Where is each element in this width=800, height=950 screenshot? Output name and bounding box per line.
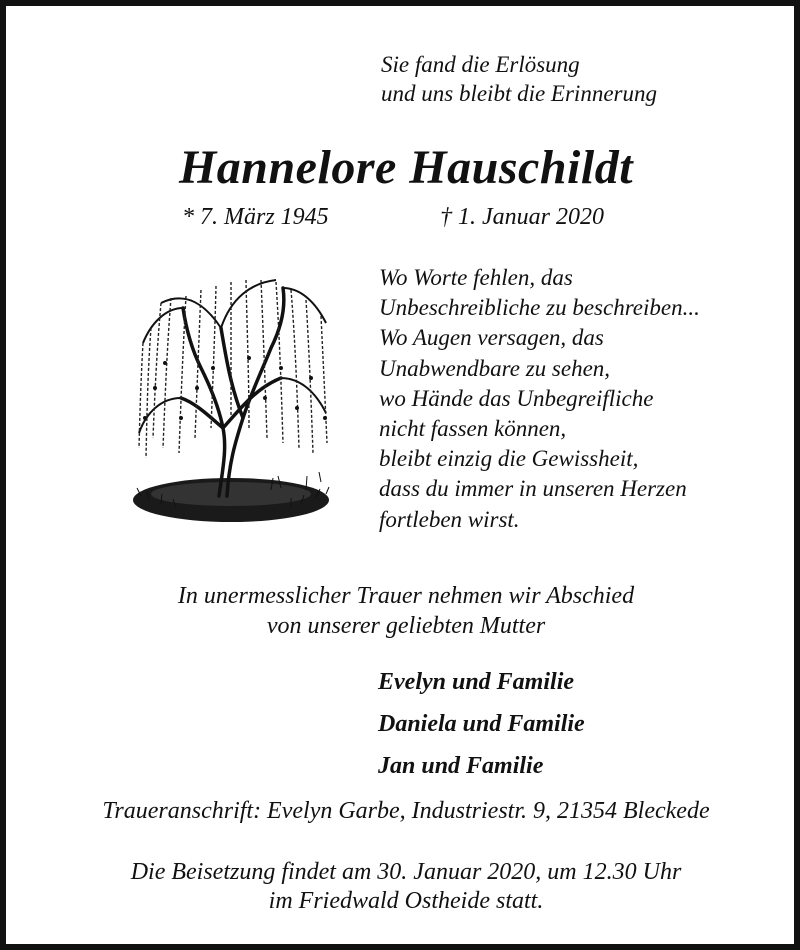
weeping-willow-icon (131, 268, 336, 533)
grief-statement (6, 581, 800, 641)
grief-line-2: von unserer geliebten Mutter (266, 613, 546, 639)
motto-line-2: und uns bleibt die Erinnerung (381, 81, 657, 106)
motto (381, 50, 657, 108)
birth-date: * 7. März 1945 (182, 204, 329, 230)
poem-line: dass du immer in unseren Herzen (379, 476, 687, 502)
poem-line: nicht fassen können, (379, 416, 567, 442)
mourner-name: Jan und Familie (378, 753, 544, 779)
motto-line-1: Sie fand die Erlösung (381, 52, 580, 77)
poem-line: Unbeschreibliche zu beschreiben... (379, 295, 700, 321)
poem-line: fortleben wirst. (379, 506, 520, 532)
poem-line: Wo Augen versagen, das (379, 325, 604, 351)
poem (379, 263, 700, 535)
poem-line: bleibt einzig die Gewissheit, (379, 446, 639, 472)
death-date: † 1. Januar 2020 (440, 204, 604, 230)
poem-line: Wo Worte fehlen, das (379, 265, 573, 290)
burial-notice (6, 858, 800, 916)
poem-line: Unabwendbare zu sehen, (379, 355, 611, 381)
grief-line-1: In unermesslicher Trauer nehmen wir Abschied (177, 583, 635, 609)
deceased-name: Hannelore Hauschildt (178, 141, 634, 194)
mourner-name: Daniela und Familie (378, 711, 585, 737)
burial-line-1: Die Beisetzung findet am 30. Januar 2020, um 12.30 Uhr (130, 859, 682, 885)
poem-line: wo Hände das Unbegreifliche (379, 385, 654, 411)
mourners-list (378, 661, 585, 787)
mourner-name: Evelyn und Familie (378, 669, 575, 695)
mourning-address: Traueranschrift: Evelyn Garbe, Industriestr. 9, 21354 Bleckede (102, 798, 710, 824)
burial-line-2: im Friedwald Ostheide statt. (268, 888, 544, 914)
